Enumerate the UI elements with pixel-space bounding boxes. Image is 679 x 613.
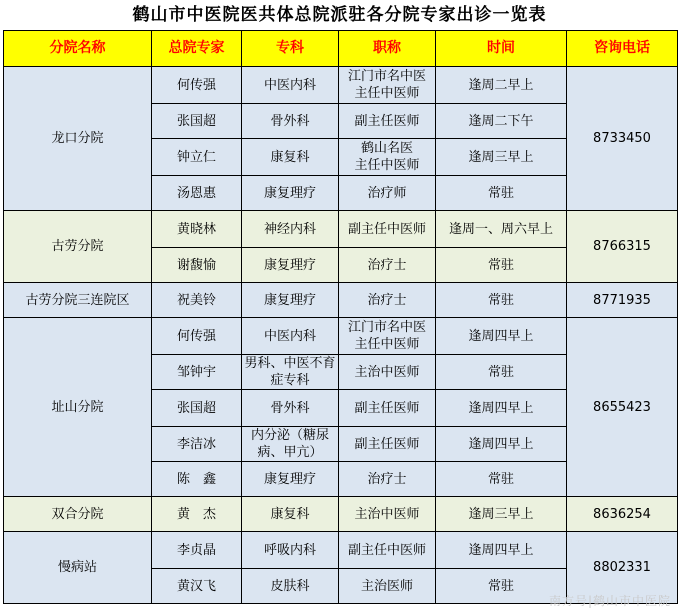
title-line: 主任中医师: [354, 158, 420, 173]
expert-name: 汤恩惠: [152, 176, 242, 211]
time-cell: 常驻: [436, 283, 567, 318]
dept-name: 康复理疗: [242, 462, 339, 497]
title-line: 治疗师: [367, 185, 407, 201]
branch-name: 龙口分院: [4, 67, 152, 211]
branch-name: 址山分院: [4, 318, 152, 497]
title-line: 治疗士: [367, 471, 407, 487]
expert-name: 何传强: [152, 67, 242, 104]
title-cell: [339, 318, 436, 355]
time-cell: 逢周三早上: [436, 139, 567, 176]
title-cell: [339, 427, 436, 462]
time-cell: 常驻: [436, 462, 567, 497]
expert-name: 邹钟宇: [152, 355, 242, 390]
dept-name: 神经内科: [242, 211, 339, 248]
dept-name: 康复科: [242, 139, 339, 176]
dept-name: 呼吸内科: [242, 532, 339, 569]
title-cell: [339, 211, 436, 248]
expert-name: 祝美铃: [152, 283, 242, 318]
dept-name: 康复理疗: [242, 283, 339, 318]
header-phone: 咨询电话: [567, 31, 678, 67]
time-cell: 逢周二下午: [436, 104, 567, 139]
expert-name: 黄汉飞: [152, 569, 242, 604]
title-line: 主治中医师: [354, 364, 420, 380]
header-time: 时间: [436, 31, 567, 67]
branch-name: 古劳分院: [4, 211, 152, 283]
time-cell: 逢周三早上: [436, 497, 567, 532]
title-cell: [339, 176, 436, 211]
branch-name: 慢病站: [4, 532, 152, 604]
title-cell: [339, 569, 436, 604]
title-line: 主任中医师: [354, 337, 420, 352]
time-cell: 逢周四早上: [436, 532, 567, 569]
time-cell: 逢周四早上: [436, 427, 567, 462]
title-line: 治疗士: [367, 292, 407, 308]
time-cell: 逢周二早上: [436, 67, 567, 104]
dept-name: 男科、中医不育症专科: [242, 355, 339, 390]
dept-name: 内分泌（糖尿病、甲亢）: [242, 427, 339, 462]
header-expert: 总院专家: [152, 31, 242, 67]
table-row: [4, 283, 678, 318]
title-cell: [339, 248, 436, 283]
title-line: 副主任中医师: [347, 221, 426, 237]
phone-number: 8655423: [567, 318, 678, 497]
title-line: 江门市名中医: [347, 69, 426, 84]
phone-number: 8771935: [567, 283, 678, 318]
phone-number: 8766315: [567, 211, 678, 283]
title-line: 鹤山名医: [360, 141, 413, 156]
time-cell: 常驻: [436, 355, 567, 390]
title-cell: [339, 283, 436, 318]
title-line: 副主任医师: [354, 113, 420, 129]
table-row: [4, 532, 678, 569]
header-row: [4, 31, 678, 67]
expert-name: 钟立仁: [152, 139, 242, 176]
time-cell: 常驻: [436, 569, 567, 604]
dept-name: 康复理疗: [242, 248, 339, 283]
title-line: 主治医师: [360, 578, 413, 594]
title-cell: [339, 139, 436, 176]
table-row: [4, 497, 678, 532]
expert-name: 谢馥愉: [152, 248, 242, 283]
title-cell: [339, 532, 436, 569]
table-row: [4, 318, 678, 355]
title-line: 主治中医师: [354, 506, 420, 522]
expert-name: 何传强: [152, 318, 242, 355]
phone-number: 8636254: [567, 497, 678, 532]
page-title: 鹤山市中医院医共体总院派驻各分院专家出诊一览表: [132, 5, 547, 25]
header-title: 职称: [339, 31, 436, 67]
time-cell: 逢周四早上: [436, 318, 567, 355]
title-line: 主任中医师: [354, 86, 420, 101]
phone-number: 8802331: [567, 532, 678, 604]
title-line: 副主任医师: [354, 400, 420, 416]
expert-name: 张国超: [152, 390, 242, 427]
title-cell: [339, 355, 436, 390]
dept-name: 皮肤科: [242, 569, 339, 604]
table-row: [4, 67, 678, 104]
title-cell: [339, 462, 436, 497]
branch-name: 双合分院: [4, 497, 152, 532]
header-branch: 分院名称: [4, 31, 152, 67]
title-cell: [339, 390, 436, 427]
expert-name: 李贞晶: [152, 532, 242, 569]
table-row: [4, 211, 678, 248]
title-cell: [339, 67, 436, 104]
title-line: 副主任中医师: [347, 542, 426, 558]
dept-name: 康复科: [242, 497, 339, 532]
title-line: 江门市名中医: [347, 320, 426, 335]
dept-name: 骨外科: [242, 104, 339, 139]
expert-name: 李洁冰: [152, 427, 242, 462]
dept-name: 中医内科: [242, 318, 339, 355]
dept-name: 骨外科: [242, 390, 339, 427]
dept-name: 中医内科: [242, 67, 339, 104]
time-cell: 逢周一、周六早上: [436, 211, 567, 248]
title-line: 治疗士: [367, 257, 407, 273]
watermark: 南方号|鹤山市中医院: [548, 594, 671, 608]
expert-name: 陈 鑫: [152, 462, 242, 497]
header-dept: 专科: [242, 31, 339, 67]
time-cell: 逢周四早上: [436, 390, 567, 427]
time-cell: 常驻: [436, 248, 567, 283]
title-line: 副主任医师: [354, 436, 420, 452]
title-cell: [339, 497, 436, 532]
branch-name: 古劳分院三连院区: [4, 283, 152, 318]
schedule-table: [3, 30, 678, 604]
expert-name: 黄 杰: [152, 497, 242, 532]
expert-name: 张国超: [152, 104, 242, 139]
dept-name: 康复理疗: [242, 176, 339, 211]
expert-name: 黄晓林: [152, 211, 242, 248]
phone-number: 8733450: [567, 67, 678, 211]
title-cell: [339, 104, 436, 139]
time-cell: 常驻: [436, 176, 567, 211]
